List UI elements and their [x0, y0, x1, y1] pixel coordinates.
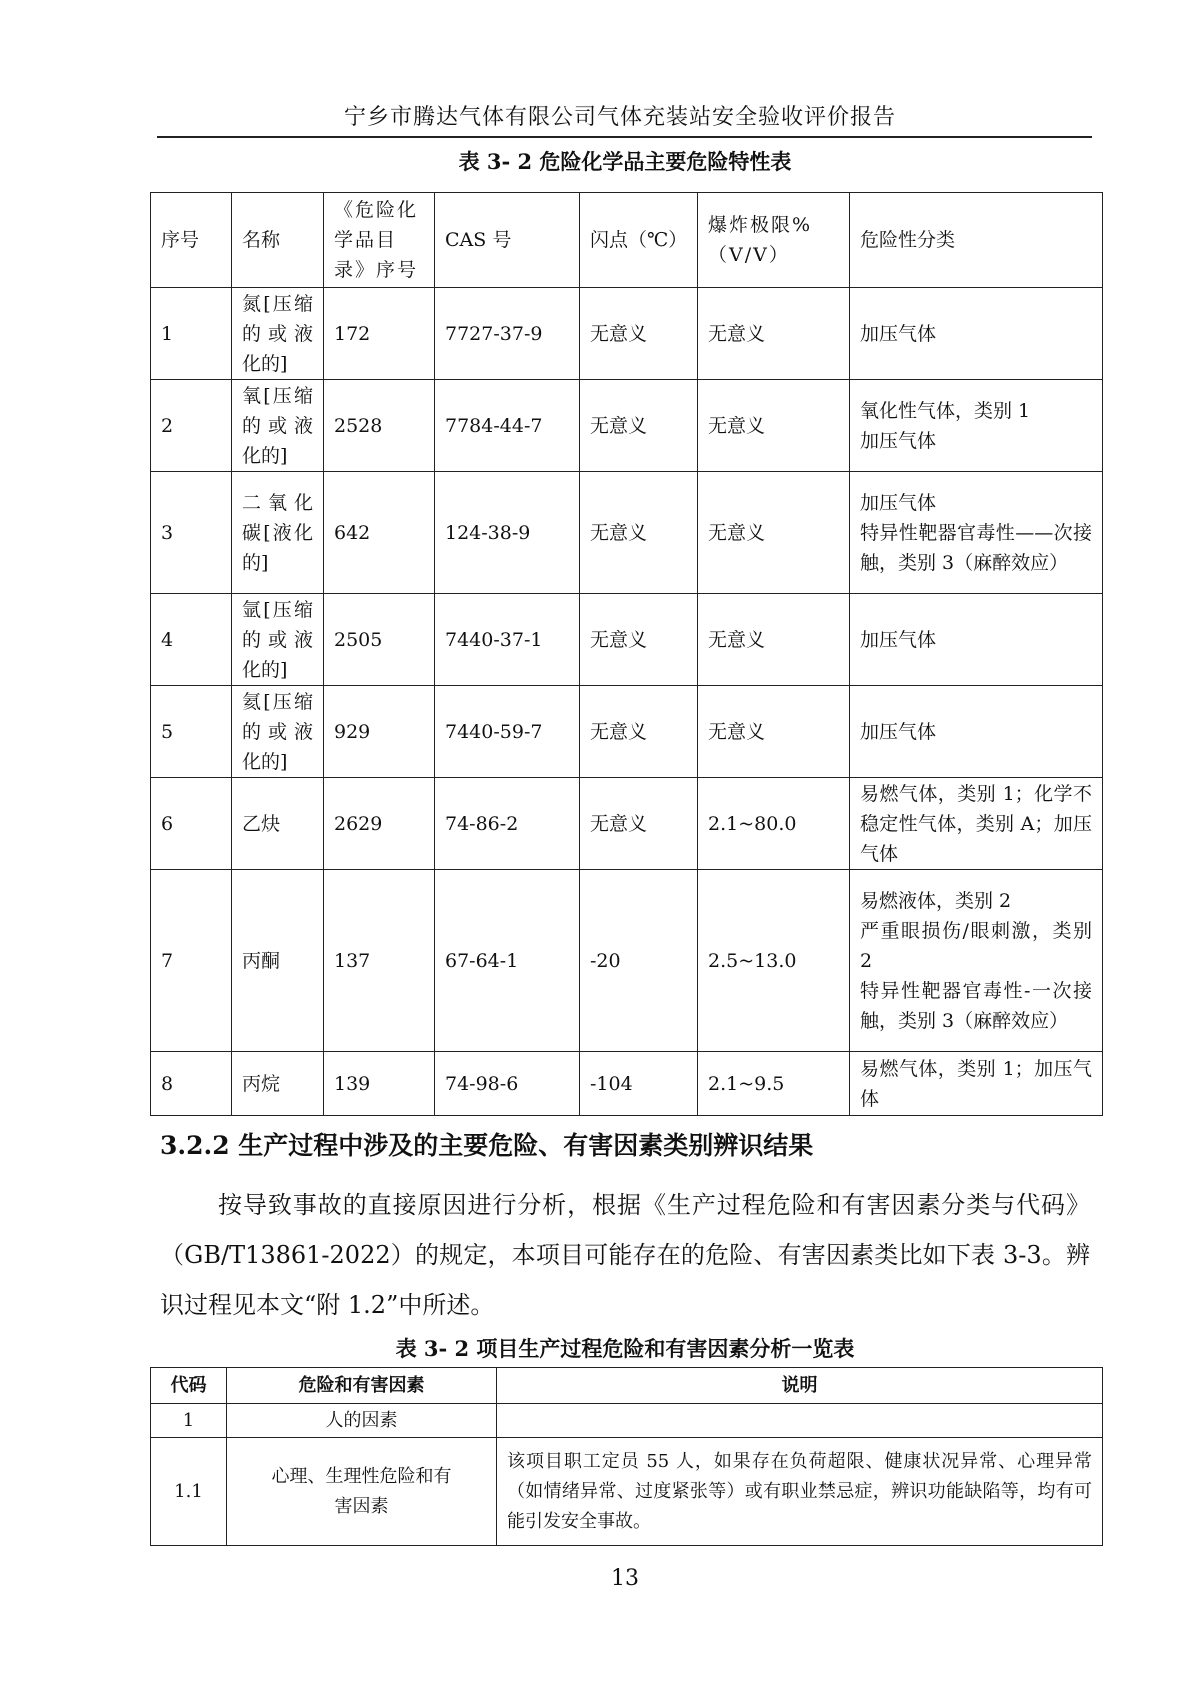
cell-flash: 无意义 — [580, 288, 698, 380]
cell-code: 1 — [151, 1404, 227, 1438]
table-row — [151, 594, 1103, 686]
cell-explosive: 无意义 — [698, 686, 850, 778]
cell-cas: 67-64-1 — [435, 870, 580, 1052]
cell-explosive: 无意义 — [698, 288, 850, 380]
table-row — [151, 1404, 1103, 1438]
hazard-factor-table — [150, 1367, 1103, 1546]
body-paragraph: 按导致事故的直接原因进行分析，根据《生产过程危险和有害因素分类与代码》（GB/T13861-2022）的规定，本项目可能存在的危险、有害因素类比如下表 3-3。辨识过程见本文“附 1.2”中所述。 — [160, 1191, 1090, 1319]
cell-name: 氧[压缩的或液化的] — [232, 380, 324, 472]
table-row — [151, 380, 1103, 472]
col-header-flash: 闪点（℃） — [580, 193, 698, 288]
cell-cas: 74-86-2 — [435, 778, 580, 870]
cell-catalog: 172 — [324, 288, 435, 380]
section-heading: 3.2.2 生产过程中涉及的主要危险、有害因素类别辨识结果 — [160, 1131, 814, 1160]
cell-classification: 氧化性气体，类别 1 加压气体 — [850, 380, 1103, 472]
hazard-characteristics-table — [150, 192, 1103, 1116]
cell-cas: 7440-37-1 — [435, 594, 580, 686]
cell-classification: 加压气体 — [850, 594, 1103, 686]
table-header-row — [151, 1368, 1103, 1404]
table-row — [151, 1438, 1103, 1546]
cell-name: 乙炔 — [232, 778, 324, 870]
cell-explosive: 无意义 — [698, 472, 850, 594]
cell-explosive: 2.1~9.5 — [698, 1052, 850, 1116]
cell-classification: 易燃气体，类别 1；化学不稳定性气体，类别 A；加压气体 — [850, 778, 1103, 870]
cell-cas: 7784-44-7 — [435, 380, 580, 472]
cell-classification: 加压气体 — [850, 686, 1103, 778]
cell-cas: 74-98-6 — [435, 1052, 580, 1116]
cell-name: 丙烷 — [232, 1052, 324, 1116]
table-row — [151, 472, 1103, 594]
cell-cas: 124-38-9 — [435, 472, 580, 594]
cell-factor: 人的因素 — [227, 1404, 497, 1438]
cell-catalog: 642 — [324, 472, 435, 594]
cell-no: 6 — [151, 778, 232, 870]
cell-explosive: 2.1~80.0 — [698, 778, 850, 870]
cell-desc: 该项目职工定员 55 人，如果存在负荷超限、健康状况异常、心理异常（如情绪异常、过度紧张等）或有职业禁忌症，辨识功能缺陷等，均有可能引发安全事故。 — [497, 1438, 1103, 1546]
cell-catalog: 139 — [324, 1052, 435, 1116]
cell-name: 氦[压缩的或液化的] — [232, 686, 324, 778]
col-header-cas: CAS 号 — [435, 193, 580, 288]
cell-name: 氮[压缩的或液化的] — [232, 288, 324, 380]
table-row — [151, 1052, 1103, 1116]
cell-name: 丙酮 — [232, 870, 324, 1052]
col-header-no: 序号 — [151, 193, 232, 288]
cell-flash: -104 — [580, 1052, 698, 1116]
cell-explosive: 2.5~13.0 — [698, 870, 850, 1052]
table-row — [151, 288, 1103, 380]
cell-no: 7 — [151, 870, 232, 1052]
cell-classification: 加压气体 — [850, 288, 1103, 380]
cell-flash: 无意义 — [580, 594, 698, 686]
col-header-factor: 危险和有害因素 — [227, 1368, 497, 1404]
col-header-catalog: 《危险化学品目录》序号 — [324, 193, 435, 288]
col-header-code: 代码 — [151, 1368, 227, 1404]
table-row — [151, 686, 1103, 778]
cell-flash: 无意义 — [580, 472, 698, 594]
cell-no: 2 — [151, 380, 232, 472]
cell-catalog: 137 — [324, 870, 435, 1052]
cell-code: 1.1 — [151, 1438, 227, 1546]
cell-desc — [497, 1404, 1103, 1438]
cell-classification: 易燃液体，类别 2 严重眼损伤/眼刺激，类别 2 特异性靶器官毒性-一次接触，类别 3（麻醉效应） — [850, 870, 1103, 1052]
cell-no: 1 — [151, 288, 232, 380]
cell-no: 3 — [151, 472, 232, 594]
cell-catalog: 929 — [324, 686, 435, 778]
col-header-desc: 说明 — [497, 1368, 1103, 1404]
table2-caption: 表 3- 2 项目生产过程危险和有害因素分析一览表 — [395, 1336, 855, 1361]
cell-no: 8 — [151, 1052, 232, 1116]
col-header-explosive: 爆炸极限%（V/V） — [698, 193, 850, 288]
cell-catalog: 2528 — [324, 380, 435, 472]
cell-explosive: 无意义 — [698, 594, 850, 686]
cell-cas: 7440-59-7 — [435, 686, 580, 778]
header-rule — [157, 136, 1092, 138]
col-header-name: 名称 — [232, 193, 324, 288]
cell-no: 4 — [151, 594, 232, 686]
cell-flash: 无意义 — [580, 778, 698, 870]
table1-caption: 表 3- 2 危险化学品主要危险特性表 — [458, 149, 792, 174]
page-number: 13 — [611, 1566, 639, 1591]
table-row — [151, 778, 1103, 870]
table-row — [151, 870, 1103, 1052]
cell-cas: 7727-37-9 — [435, 288, 580, 380]
cell-flash: 无意义 — [580, 380, 698, 472]
cell-classification: 易燃气体，类别 1；加压气体 — [850, 1052, 1103, 1116]
col-header-class: 危险性分类 — [850, 193, 1103, 288]
cell-catalog: 2629 — [324, 778, 435, 870]
cell-flash: -20 — [580, 870, 698, 1052]
cell-factor: 心理、生理性危险和有害因素 — [227, 1438, 497, 1546]
cell-catalog: 2505 — [324, 594, 435, 686]
table-header-row — [151, 193, 1103, 288]
cell-classification: 加压气体 特异性靶器官毒性——次接触，类别 3（麻醉效应） — [850, 472, 1103, 594]
cell-explosive: 无意义 — [698, 380, 850, 472]
cell-no: 5 — [151, 686, 232, 778]
running-header: 宁乡市腾达气体有限公司气体充装站安全验收评价报告 — [343, 105, 896, 130]
cell-flash: 无意义 — [580, 686, 698, 778]
cell-name: 氩[压缩的或液化的] — [232, 594, 324, 686]
cell-name: 二氧化碳[液化的] — [232, 472, 324, 594]
